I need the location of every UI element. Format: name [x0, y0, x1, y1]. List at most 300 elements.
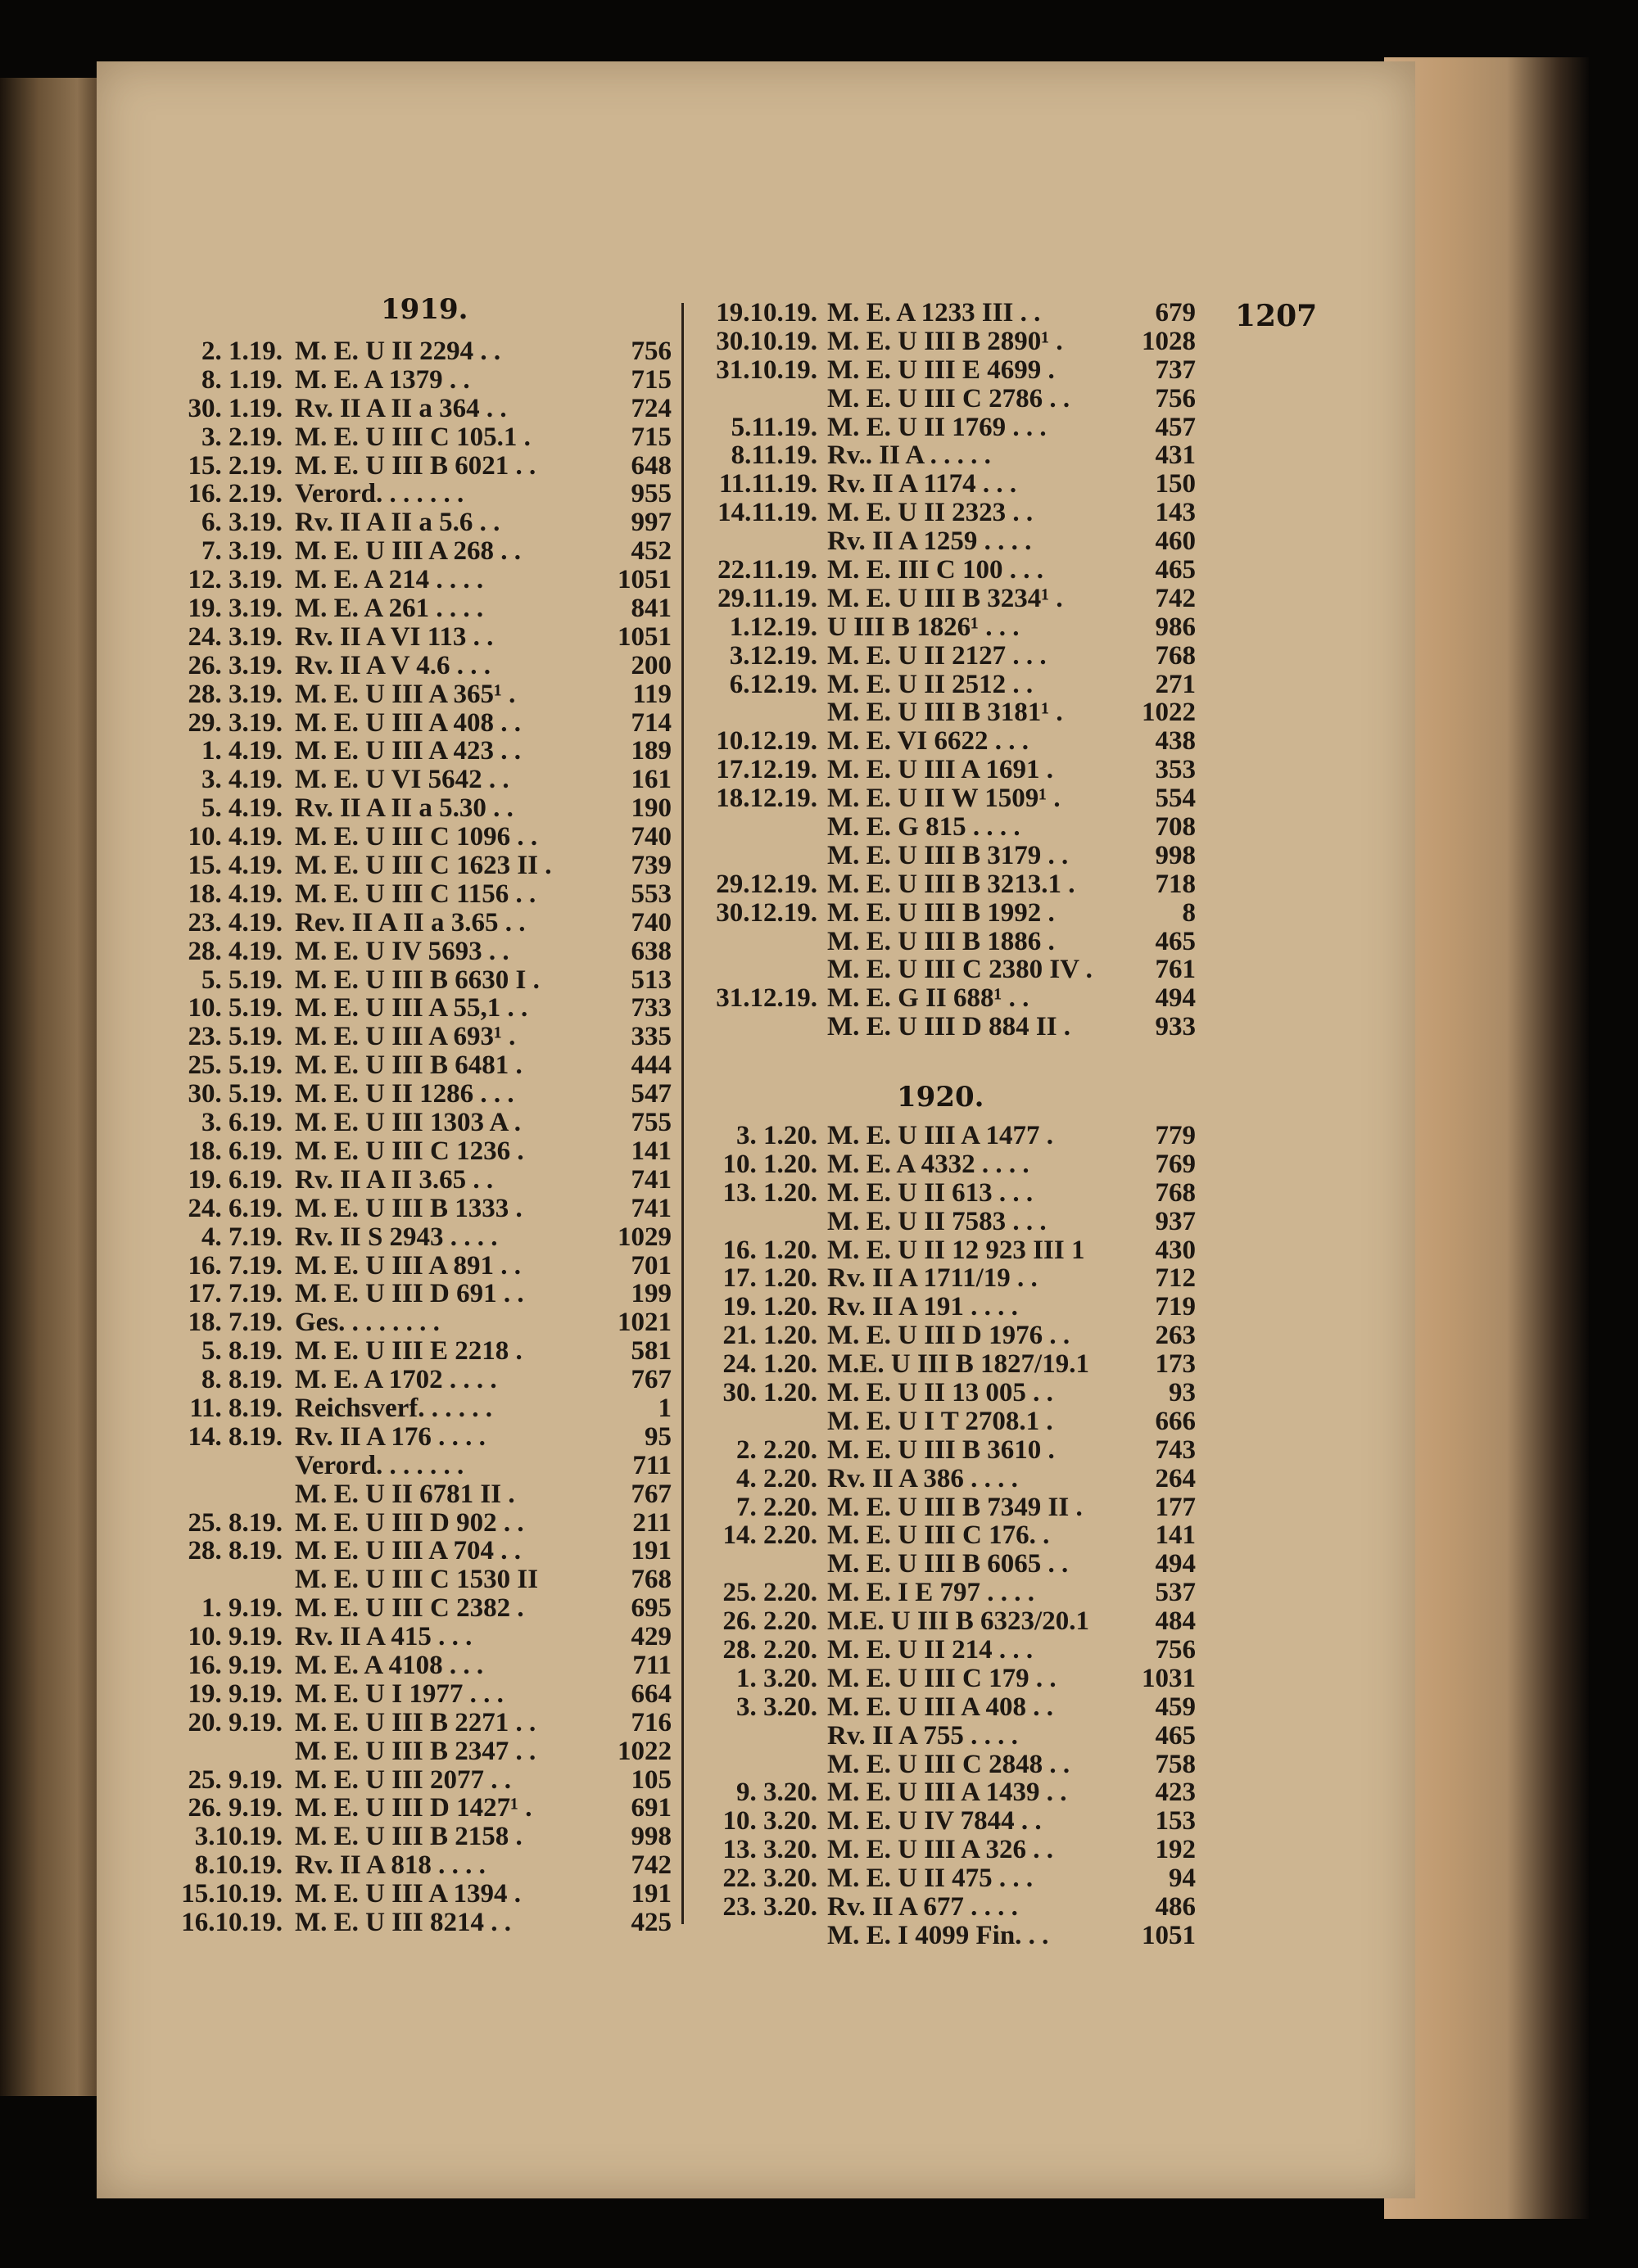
table-row [680, 698, 1196, 727]
table-row [156, 1308, 672, 1337]
table-row [156, 1223, 672, 1252]
entry-page: 691 [631, 1793, 672, 1823]
entry-page: 740 [631, 907, 672, 937]
entry-date: 9. 3.20. [736, 1778, 817, 1808]
entry-date: 29.11.19. [717, 583, 817, 613]
entry-date: 14. 8.19. [188, 1421, 283, 1452]
entry-page: 1 [658, 1393, 672, 1423]
table-row [680, 727, 1196, 756]
entry-reference: M. E. U III B 1992 . [827, 897, 1055, 928]
entry-page: 465 [1155, 555, 1196, 585]
table-row [680, 870, 1196, 899]
entry-date: 1. 9.19. [201, 1593, 283, 1624]
entry-reference: M. E. U III C 1236 . [295, 1136, 524, 1166]
table-row [156, 1880, 672, 1909]
entry-date: 8.11.19. [731, 440, 817, 471]
table-row [156, 366, 672, 395]
entry-date: 26. 2.20. [722, 1606, 817, 1637]
entry-reference: Rv. II A 386 . . . . [827, 1463, 1018, 1493]
entry-reference: M. E. U III B 3213.1 . [827, 869, 1075, 899]
entry-date: 3.10.19. [194, 1822, 283, 1852]
entry-date: 29.12.19. [716, 869, 817, 899]
entry-page: 998 [631, 1822, 672, 1852]
entry-date: 10.12.19. [716, 726, 817, 757]
table-row [156, 1851, 672, 1880]
entry-reference: Rv. II A II a 364 . . [295, 393, 507, 423]
entry-reference: M. E. U III C 2848 . . [827, 1749, 1070, 1779]
entry-reference: M. E. U I 1977 . . . [295, 1678, 504, 1709]
table-row [156, 1051, 672, 1080]
entry-reference: M. E. U III E 2218 . [295, 1336, 523, 1367]
entry-reference: M. E. U III A 1477 . [827, 1121, 1053, 1150]
entry-reference: M. E. U II 6781 II . [295, 1479, 515, 1509]
table-row [156, 1565, 672, 1594]
entry-date: 20. 9.19. [188, 1707, 283, 1737]
table-row [156, 1280, 672, 1308]
entry-reference: M. E. U III 1303 A . [295, 1108, 521, 1138]
table-row [156, 880, 672, 909]
entry-date: 3.12.19. [729, 640, 817, 671]
entry-reference: M. E. U II 13 005 . . [827, 1378, 1053, 1408]
entry-reference: M. E. U III D 902 . . [295, 1507, 524, 1538]
entry-reference: M. E. U III A 326 . . [827, 1835, 1053, 1865]
entry-reference: M. E. U III B 6630 I . [295, 965, 540, 995]
entry-date: 18. 4.19. [188, 879, 283, 909]
entry-reference: U III B 1826¹ . . . [827, 612, 1020, 642]
entry-page: 714 [631, 707, 672, 738]
entry-reference: Rv. II A 176 . . . . [295, 1421, 486, 1452]
table-row [156, 337, 672, 366]
entry-page: 191 [631, 1536, 672, 1566]
entry-date: 17.12.19. [716, 755, 817, 785]
entry-date: 30. 1.20. [722, 1378, 817, 1408]
table-row [156, 1080, 672, 1109]
entry-page: 429 [631, 1622, 672, 1652]
table-row [680, 1836, 1196, 1864]
entry-page: 353 [1155, 755, 1196, 785]
table-row [156, 794, 672, 823]
entry-reference: Rv. II A 755 . . . . [827, 1720, 1018, 1751]
entry-date: 29. 3.19. [188, 707, 283, 738]
year-heading-1919: 1919. [381, 293, 468, 326]
entry-page: 768 [1155, 1177, 1196, 1208]
entry-page: 93 [1169, 1378, 1196, 1408]
table-row [156, 1423, 672, 1452]
table-row [680, 671, 1196, 699]
entry-page: 494 [1155, 1549, 1196, 1579]
left-column-1919 [156, 337, 672, 1937]
table-row [156, 823, 672, 852]
entry-date: 19. 3.19. [188, 594, 283, 624]
entry-page: 718 [1155, 869, 1196, 899]
entry-page: 141 [1155, 1520, 1196, 1551]
entry-page: 715 [631, 422, 672, 452]
table-row [680, 1864, 1196, 1893]
entry-page: 8 [1182, 897, 1196, 928]
entry-page: 465 [1155, 1720, 1196, 1751]
entry-page: 1022 [618, 1736, 672, 1766]
entry-date: 10. 3.20. [722, 1806, 817, 1837]
entry-reference: M. E. U III A 1691 . [827, 755, 1053, 785]
entry-date: 10. 5.19. [188, 993, 283, 1023]
entry-reference: M. E. U III A 365¹ . [295, 679, 516, 709]
table-row [680, 1350, 1196, 1379]
table-row [156, 480, 672, 508]
table-row [680, 441, 1196, 470]
entry-reference: M.E. U III B 6323/20.1 [827, 1606, 1089, 1637]
entry-reference: M. E. U III B 3179 . . [827, 840, 1069, 870]
entry-page: 200 [631, 650, 672, 680]
entry-date: 3. 2.19. [201, 422, 283, 452]
entry-page: 177 [1155, 1492, 1196, 1522]
entry-page: 737 [1155, 355, 1196, 385]
entry-date: 25. 2.20. [722, 1578, 817, 1608]
entry-date: 17. 7.19. [188, 1279, 283, 1309]
entry-page: 695 [631, 1593, 672, 1624]
entry-page: 708 [1155, 812, 1196, 843]
entry-page: 150 [1155, 469, 1196, 499]
entry-date: 15.10.19. [181, 1879, 283, 1909]
entry-page: 741 [631, 1164, 672, 1195]
entry-reference: M. E. U III C 1096 . . [295, 822, 538, 852]
entry-reference: M. E. U III A 268 . . [295, 536, 521, 567]
entry-date: 24. 3.19. [188, 621, 283, 652]
entry-page: 161 [631, 765, 672, 795]
entry-date: 3. 1.20. [736, 1121, 817, 1150]
entry-reference: M. E. U III A 55,1 . . [295, 993, 528, 1023]
table-row [156, 1709, 672, 1737]
entry-page: 211 [632, 1507, 672, 1538]
table-row [156, 1766, 672, 1795]
table-row [680, 1579, 1196, 1607]
table-row [156, 594, 672, 623]
table-row [680, 1236, 1196, 1265]
entry-page: 716 [631, 1707, 672, 1737]
entry-page: 933 [1155, 1012, 1196, 1042]
entry-reference: M. E. U III B 1333 . [295, 1193, 523, 1223]
entry-page: 1021 [618, 1308, 672, 1338]
table-row [680, 1521, 1196, 1550]
table-row [156, 566, 672, 594]
entry-page: 581 [631, 1336, 672, 1367]
entry-page: 191 [631, 1879, 672, 1909]
entry-page: 724 [631, 393, 672, 423]
entry-page: 739 [631, 851, 672, 881]
entry-reference: Rv. II A II a 5.30 . . [295, 793, 514, 824]
entry-date: 28. 3.19. [188, 679, 283, 709]
table-row [680, 899, 1196, 928]
entry-page: 199 [631, 1279, 672, 1309]
entry-date: 19. 6.19. [188, 1164, 283, 1195]
table-row [680, 356, 1196, 385]
entry-date: 31.10.19. [716, 355, 817, 385]
table-row [680, 1722, 1196, 1751]
entry-date: 5. 5.19. [201, 965, 283, 995]
entry-reference: M. E. U III D 1427¹ . [295, 1793, 532, 1823]
entry-page: 553 [631, 879, 672, 909]
entry-date: 18. 7.19. [188, 1308, 283, 1338]
table-row [156, 1680, 672, 1709]
entry-reference: M. E. A 4332 . . . . [827, 1149, 1029, 1179]
entry-reference: M. E. U I T 2708.1 . [827, 1406, 1053, 1436]
entry-reference: M. E. U II 2512 . . [827, 669, 1034, 699]
entry-reference: M. E. U II 2294 . . [295, 337, 501, 366]
entry-date: 24. 6.19. [188, 1193, 283, 1223]
table-row [680, 842, 1196, 870]
entry-page: 733 [631, 993, 672, 1023]
entry-date: 23. 5.19. [188, 1022, 283, 1052]
entry-page: 711 [632, 1450, 672, 1480]
table-row [680, 1208, 1196, 1236]
entry-date: 4. 2.20. [736, 1463, 817, 1493]
entry-date: 4. 7.19. [201, 1222, 283, 1252]
table-row [156, 852, 672, 880]
entry-reference: M. E. U III A 1394 . [295, 1879, 521, 1909]
entry-reference: M. E. U III B 3610 . [827, 1434, 1055, 1465]
entry-date: 5.11.19. [731, 412, 817, 442]
entry-page: 460 [1155, 526, 1196, 557]
table-row [680, 984, 1196, 1013]
entry-page: 1028 [1142, 326, 1196, 356]
entry-page: 452 [631, 536, 672, 567]
entry-date: 1. 3.20. [736, 1663, 817, 1693]
entry-date: 16. 7.19. [188, 1250, 283, 1281]
table-row [680, 470, 1196, 499]
entry-page: 756 [1155, 1635, 1196, 1665]
table-row [156, 537, 672, 566]
entry-reference: M. E. U III C 105.1 . [295, 422, 531, 452]
entry-date: 30.12.19. [716, 897, 817, 928]
entry-reference: M. E. U II 7583 . . . [827, 1206, 1047, 1236]
table-row [156, 1737, 672, 1766]
entry-date: 25. 5.19. [188, 1050, 283, 1081]
entry-reference: M. E. A 4108 . . . [295, 1650, 484, 1680]
entry-page: 494 [1155, 983, 1196, 1014]
entry-page: 648 [631, 450, 672, 481]
entry-reference: Rv. II A 1259 . . . . [827, 526, 1032, 557]
entry-page: 141 [631, 1136, 672, 1166]
table-row [680, 1893, 1196, 1922]
entry-reference: M. E. U III A 1439 . . [827, 1778, 1067, 1808]
entry-page: 457 [1155, 412, 1196, 442]
entry-date: 11.11.19. [718, 469, 817, 499]
entry-reference: Rv. II A 191 . . . . [827, 1292, 1018, 1322]
entry-date: 30. 1.19. [188, 393, 283, 423]
table-row [156, 1909, 672, 1937]
entry-date: 16. 2.19. [188, 479, 283, 509]
entry-page: 264 [1155, 1463, 1196, 1493]
table-row [156, 1594, 672, 1623]
entry-date: 14. 2.20. [722, 1520, 817, 1551]
entry-page: 740 [631, 822, 672, 852]
entry-date: 18.12.19. [716, 784, 817, 814]
entry-page: 263 [1155, 1321, 1196, 1351]
table-row [156, 1394, 672, 1423]
table-row [680, 1922, 1196, 1950]
entry-reference: M. E. U III A 408 . . [827, 1692, 1053, 1722]
entry-page: 1031 [1142, 1663, 1196, 1693]
entry-reference: M. E. U III B 2890¹ . [827, 326, 1063, 356]
table-row [156, 1023, 672, 1051]
entry-date: 25. 9.19. [188, 1764, 283, 1795]
entry-page: 554 [1155, 784, 1196, 814]
entry-reference: Rv. II S 2943 . . . . [295, 1222, 498, 1252]
entry-date: 23. 4.19. [188, 907, 283, 937]
entry-page: 761 [1155, 955, 1196, 985]
table-row [680, 784, 1196, 813]
entry-date: 28. 8.19. [188, 1536, 283, 1566]
entry-page: 719 [1155, 1292, 1196, 1322]
entry-page: 741 [631, 1193, 672, 1223]
entry-reference: M. E. A 1379 . . [295, 364, 470, 395]
entry-page: 758 [1155, 1749, 1196, 1779]
entry-date: 15. 4.19. [188, 851, 283, 881]
entry-reference: M. E. A 214 . . . . [295, 565, 484, 595]
entry-date: 2. 1.19. [201, 337, 283, 366]
entry-date: 19.10.19. [716, 298, 817, 328]
entry-reference: M. E. U II 1286 . . . [295, 1079, 514, 1109]
table-row [680, 1264, 1196, 1293]
entry-page: 701 [631, 1250, 672, 1281]
entry-reference: M. E. U III B 1886 . [827, 926, 1055, 956]
table-row [680, 756, 1196, 784]
entry-page: 767 [631, 1365, 672, 1395]
entry-date: 26. 9.19. [188, 1793, 283, 1823]
entry-reference: M. E. U III C 1156 . . [295, 879, 536, 909]
entry-date: 1. 4.19. [201, 736, 283, 766]
entry-page: 537 [1155, 1578, 1196, 1608]
entry-reference: M. E. U III C 1530 II [295, 1565, 539, 1595]
entry-date: 8. 1.19. [201, 364, 283, 395]
entry-reference: M.E. U III B 1827/19.1 [827, 1349, 1089, 1380]
table-row [680, 299, 1196, 328]
entry-page: 756 [631, 337, 672, 366]
entry-date: 19. 1.20. [722, 1292, 817, 1322]
entry-date: 30. 5.19. [188, 1079, 283, 1109]
entry-page: 95 [645, 1421, 672, 1452]
entry-reference: M. E. U III D 1976 . . [827, 1321, 1070, 1351]
page-number: 1207 [1235, 299, 1318, 333]
entry-date: 6.12.19. [729, 669, 817, 699]
table-row [680, 1751, 1196, 1779]
entry-reference: M. E. VI 6622 . . . [827, 726, 1029, 757]
entry-page: 189 [631, 736, 672, 766]
previous-page-edge [0, 78, 97, 2096]
entry-reference: Rv. II A II 3.65 . . [295, 1164, 494, 1195]
table-row [156, 709, 672, 738]
entry-date: 5. 8.19. [201, 1336, 283, 1367]
right-column-1920 [680, 1122, 1196, 1950]
entry-date: 21. 1.20. [722, 1321, 817, 1351]
table-row [156, 937, 672, 966]
table-row [156, 737, 672, 766]
entry-reference: M. E. U II 475 . . . [827, 1864, 1034, 1894]
entry-reference: Rv. II A V 4.6 . . . [295, 650, 491, 680]
entry-date: 10. 4.19. [188, 822, 283, 852]
table-row [680, 1607, 1196, 1636]
entry-reference: Verord. . . . . . . [295, 1450, 464, 1480]
table-row [156, 1480, 672, 1509]
entry-page: 444 [631, 1050, 672, 1081]
entry-reference: Rv. II A 415 . . . [295, 1622, 473, 1652]
table-row [156, 1509, 672, 1538]
table-row [680, 956, 1196, 984]
table-row [156, 1651, 672, 1680]
table-row [156, 1337, 672, 1366]
entry-page: 1051 [618, 621, 672, 652]
entry-date: 16. 1.20. [722, 1235, 817, 1265]
entry-page: 153 [1155, 1806, 1196, 1837]
table-row [156, 652, 672, 680]
entry-page: 742 [1155, 583, 1196, 613]
entry-page: 768 [1155, 640, 1196, 671]
table-row [680, 1665, 1196, 1693]
entry-reference: M. E. U III B 7349 II . [827, 1492, 1083, 1522]
table-row [680, 642, 1196, 671]
entry-page: 484 [1155, 1606, 1196, 1637]
table-row [680, 1179, 1196, 1208]
entry-date: 13. 1.20. [722, 1177, 817, 1208]
table-row [156, 1109, 672, 1137]
entry-page: 755 [631, 1108, 672, 1138]
entry-reference: Rv. II A II a 5.6 . . [295, 508, 500, 538]
entry-page: 1022 [1142, 698, 1196, 728]
entry-reference: Rv. II A 1174 . . . [827, 469, 1017, 499]
table-row [156, 1623, 672, 1651]
entry-reference: M. E. U III B 2158 . [295, 1822, 523, 1852]
entry-date: 16. 9.19. [188, 1650, 283, 1680]
entry-date: 26. 3.19. [188, 650, 283, 680]
table-row [156, 452, 672, 481]
table-row [156, 1794, 672, 1823]
entry-reference: M. E. G 815 . . . . [827, 812, 1020, 843]
entry-reference: M. E. A 261 . . . . [295, 594, 484, 624]
entry-page: 666 [1155, 1406, 1196, 1436]
table-row [680, 1465, 1196, 1493]
table-row [156, 1366, 672, 1394]
entry-date: 17. 1.20. [722, 1263, 817, 1294]
entry-reference: M. E. U III A 423 . . [295, 736, 521, 766]
entry-page: 841 [631, 594, 672, 624]
entry-page: 192 [1155, 1835, 1196, 1865]
entry-reference: M. E. U IV 7844 . . [827, 1806, 1042, 1837]
entry-reference: Reichsverf. . . . . . [295, 1393, 493, 1423]
table-row [680, 813, 1196, 842]
entry-reference: Rv. II A 818 . . . . [295, 1850, 486, 1881]
entry-page: 423 [1155, 1778, 1196, 1808]
entry-date: 1.12.19. [729, 612, 817, 642]
entry-page: 769 [1155, 1149, 1196, 1179]
entry-page: 430 [1155, 1235, 1196, 1265]
entry-reference: Rv.. II A . . . . . [827, 440, 991, 471]
table-row [156, 1166, 672, 1195]
entry-reference: M. E. U III B 3234¹ . [827, 583, 1063, 613]
entry-page: 271 [1155, 669, 1196, 699]
entry-page: 335 [631, 1022, 672, 1052]
entry-reference: Ges. . . . . . . . [295, 1308, 440, 1338]
entry-reference: M. E. A 1233 III . . [827, 298, 1041, 328]
entry-page: 486 [1155, 1892, 1196, 1922]
entry-page: 768 [631, 1565, 672, 1595]
entry-reference: M. E. U III C 2380 IV . [827, 955, 1093, 985]
entry-date: 18. 6.19. [188, 1136, 283, 1166]
table-row [680, 1379, 1196, 1407]
table-row [680, 1807, 1196, 1836]
entry-page: 513 [631, 965, 672, 995]
entry-date: 10. 9.19. [188, 1622, 283, 1652]
entry-date: 12. 3.19. [188, 565, 283, 595]
entry-reference: M. E. U III B 2347 . . [295, 1736, 536, 1766]
